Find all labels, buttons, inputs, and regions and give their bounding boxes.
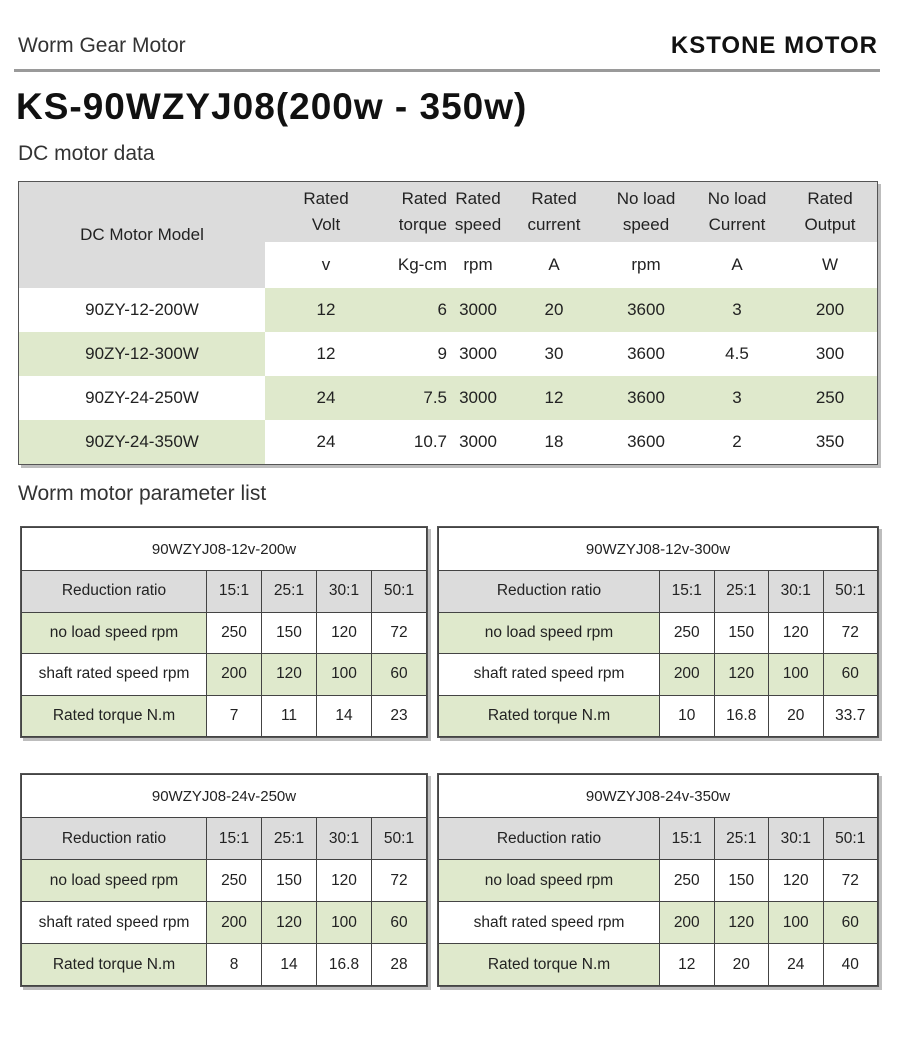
dc-col-header: Rated Volt — [265, 182, 387, 242]
dc-value-cell: 350 — [783, 420, 877, 464]
param-value: 60 — [823, 902, 878, 944]
table-row — [439, 571, 878, 613]
param-value: 120 — [714, 654, 769, 696]
param-value: 72 — [372, 860, 427, 902]
dc-value-cell: 18 — [507, 420, 601, 464]
ratio-cell: 25:1 — [262, 571, 317, 613]
dc-section-title: DC motor data — [18, 142, 155, 165]
dc-col-header: Rated torque — [387, 182, 449, 242]
param-value: 120 — [262, 654, 317, 696]
worm-table-24v-350w — [437, 773, 879, 987]
param-value: 14 — [317, 695, 372, 737]
param-value: 250 — [660, 860, 715, 902]
param-value: 120 — [317, 860, 372, 902]
dc-value-cell: 12 — [265, 332, 387, 376]
table-row — [22, 695, 427, 737]
dc-value-cell: 4.5 — [691, 332, 783, 376]
dc-value-cell: 300 — [783, 332, 877, 376]
dc-unit: A — [691, 242, 783, 288]
dc-value-cell: 3000 — [449, 376, 507, 420]
table-row — [22, 654, 427, 696]
table-row — [439, 654, 878, 696]
ratio-cell: 30:1 — [769, 818, 824, 860]
ratio-cell: 30:1 — [317, 571, 372, 613]
param-value: 250 — [207, 860, 262, 902]
dc-col-header: Rated current — [507, 182, 601, 242]
ratio-label: Reduction ratio — [439, 571, 660, 613]
dc-unit: W — [783, 242, 877, 288]
param-value: 14 — [262, 944, 317, 986]
worm-table-caption: 90WZYJ08-24v-250w — [22, 775, 427, 818]
param-value: 60 — [372, 902, 427, 944]
param-value: 150 — [262, 860, 317, 902]
param-value: 120 — [769, 612, 824, 654]
param-value: 250 — [207, 612, 262, 654]
param-label: shaft rated speed rpm — [22, 902, 207, 944]
dc-value-cell: 2 — [691, 420, 783, 464]
dc-value-cell: 3600 — [601, 420, 691, 464]
table-row — [19, 420, 877, 464]
param-value: 72 — [823, 612, 878, 654]
dc-value-cell: 20 — [507, 288, 601, 332]
dc-value-cell: 3000 — [449, 332, 507, 376]
param-label: no load speed rpm — [439, 612, 660, 654]
param-label: no load speed rpm — [439, 860, 660, 902]
dc-col-header: No load Current — [691, 182, 783, 242]
param-value: 20 — [769, 695, 824, 737]
param-label: Rated torque N.m — [439, 944, 660, 986]
dc-value-cell: 3000 — [449, 420, 507, 464]
dc-col-header: No load speed — [601, 182, 691, 242]
ratio-cell: 15:1 — [207, 818, 262, 860]
param-label: Rated torque N.m — [22, 695, 207, 737]
param-value: 200 — [660, 654, 715, 696]
ratio-cell: 50:1 — [823, 818, 878, 860]
table-row — [19, 332, 877, 376]
param-label: shaft rated speed rpm — [439, 654, 660, 696]
worm-table-caption: 90WZYJ08-12v-200w — [22, 528, 427, 571]
worm-table-caption: 90WZYJ08-24v-350w — [439, 775, 878, 818]
ratio-cell: 25:1 — [714, 818, 769, 860]
ratio-label: Reduction ratio — [439, 818, 660, 860]
table-row — [439, 860, 878, 902]
param-value: 72 — [823, 860, 878, 902]
table-row — [439, 612, 878, 654]
dc-unit: Kg-cm — [387, 242, 449, 288]
table-row — [439, 818, 878, 860]
dc-value-cell: 12 — [265, 288, 387, 332]
worm-table-12v-300w — [437, 526, 879, 738]
dc-value-cell: 12 — [507, 376, 601, 420]
dc-value-cell: 3 — [691, 288, 783, 332]
param-value: 150 — [714, 860, 769, 902]
worm-section-title: Worm motor parameter list — [18, 482, 267, 505]
table-row — [22, 818, 427, 860]
param-value: 20 — [714, 944, 769, 986]
brand-name: KSTONE MOTOR — [670, 32, 878, 59]
dc-model-cell: 90ZY-24-350W — [19, 420, 265, 464]
table-row — [439, 695, 878, 737]
dc-value-cell: 10.7 — [387, 420, 449, 464]
dc-value-cell: 250 — [783, 376, 877, 420]
dc-value-cell: 24 — [265, 420, 387, 464]
dc-value-cell: 3 — [691, 376, 783, 420]
table-row — [19, 376, 877, 420]
param-value: 150 — [262, 612, 317, 654]
param-value: 7 — [207, 695, 262, 737]
dc-col-header: Rated speed — [449, 182, 507, 242]
param-value: 120 — [262, 902, 317, 944]
ratio-cell: 30:1 — [769, 571, 824, 613]
dc-value-cell: 3000 — [449, 288, 507, 332]
param-value: 150 — [714, 612, 769, 654]
param-label: Rated torque N.m — [439, 695, 660, 737]
dc-value-cell: 30 — [507, 332, 601, 376]
ratio-cell: 15:1 — [207, 571, 262, 613]
param-value: 28 — [372, 944, 427, 986]
param-value: 200 — [207, 902, 262, 944]
worm-table-caption: 90WZYJ08-12v-300w — [439, 528, 878, 571]
param-label: shaft rated speed rpm — [439, 902, 660, 944]
dc-value-cell: 3600 — [601, 376, 691, 420]
param-value: 16.8 — [317, 944, 372, 986]
param-value: 60 — [823, 654, 878, 696]
param-value: 100 — [769, 654, 824, 696]
ratio-cell: 15:1 — [660, 571, 715, 613]
param-value: 120 — [714, 902, 769, 944]
dc-model-cell: 90ZY-12-300W — [19, 332, 265, 376]
ratio-cell: 50:1 — [372, 571, 427, 613]
param-value: 72 — [372, 612, 427, 654]
ratio-cell: 15:1 — [660, 818, 715, 860]
param-value: 40 — [823, 944, 878, 986]
table-row — [22, 902, 427, 944]
header-divider — [14, 69, 880, 72]
param-value: 100 — [769, 902, 824, 944]
param-label: no load speed rpm — [22, 612, 207, 654]
ratio-label: Reduction ratio — [22, 571, 207, 613]
param-value: 100 — [317, 902, 372, 944]
dc-unit: rpm — [449, 242, 507, 288]
page-title: KS-90WZYJ08(200w - 350w) — [16, 86, 528, 127]
ratio-cell: 25:1 — [262, 818, 317, 860]
param-label: Rated torque N.m — [22, 944, 207, 986]
param-value: 200 — [207, 654, 262, 696]
param-value: 10 — [660, 695, 715, 737]
table-row — [22, 571, 427, 613]
dc-model-cell: 90ZY-12-200W — [19, 288, 265, 332]
dc-value-cell: 24 — [265, 376, 387, 420]
table-row — [439, 944, 878, 986]
param-value: 11 — [262, 695, 317, 737]
param-value: 120 — [317, 612, 372, 654]
dc-unit: rpm — [601, 242, 691, 288]
dc-model-header: DC Motor Model — [19, 182, 265, 288]
worm-table-24v-250w — [20, 773, 428, 987]
ratio-cell: 25:1 — [714, 571, 769, 613]
table-row — [22, 612, 427, 654]
dc-value-cell: 6 — [387, 288, 449, 332]
dc-value-cell: 3600 — [601, 332, 691, 376]
dc-unit: v — [265, 242, 387, 288]
dc-col-header: Rated Output — [783, 182, 877, 242]
dc-model-cell: 90ZY-24-250W — [19, 376, 265, 420]
worm-table-12v-200w — [20, 526, 428, 738]
param-value: 8 — [207, 944, 262, 986]
dc-unit: A — [507, 242, 601, 288]
ratio-cell: 30:1 — [317, 818, 372, 860]
dc-value-cell: 3600 — [601, 288, 691, 332]
table-row — [439, 902, 878, 944]
dc-value-cell: 200 — [783, 288, 877, 332]
param-label: shaft rated speed rpm — [22, 654, 207, 696]
param-value: 23 — [372, 695, 427, 737]
dc-value-cell: 7.5 — [387, 376, 449, 420]
table-row — [19, 288, 877, 332]
param-label: no load speed rpm — [22, 860, 207, 902]
param-value: 60 — [372, 654, 427, 696]
ratio-cell: 50:1 — [823, 571, 878, 613]
param-value: 120 — [769, 860, 824, 902]
dc-motor-table — [18, 181, 878, 465]
param-value: 200 — [660, 902, 715, 944]
dc-value-cell: 9 — [387, 332, 449, 376]
ratio-label: Reduction ratio — [22, 818, 207, 860]
param-value: 100 — [317, 654, 372, 696]
table-row — [22, 944, 427, 986]
param-value: 250 — [660, 612, 715, 654]
param-value: 16.8 — [714, 695, 769, 737]
document-category: Worm Gear Motor — [18, 34, 186, 57]
param-value: 24 — [769, 944, 824, 986]
ratio-cell: 50:1 — [372, 818, 427, 860]
table-row — [22, 860, 427, 902]
param-value: 33.7 — [823, 695, 878, 737]
param-value: 12 — [660, 944, 715, 986]
